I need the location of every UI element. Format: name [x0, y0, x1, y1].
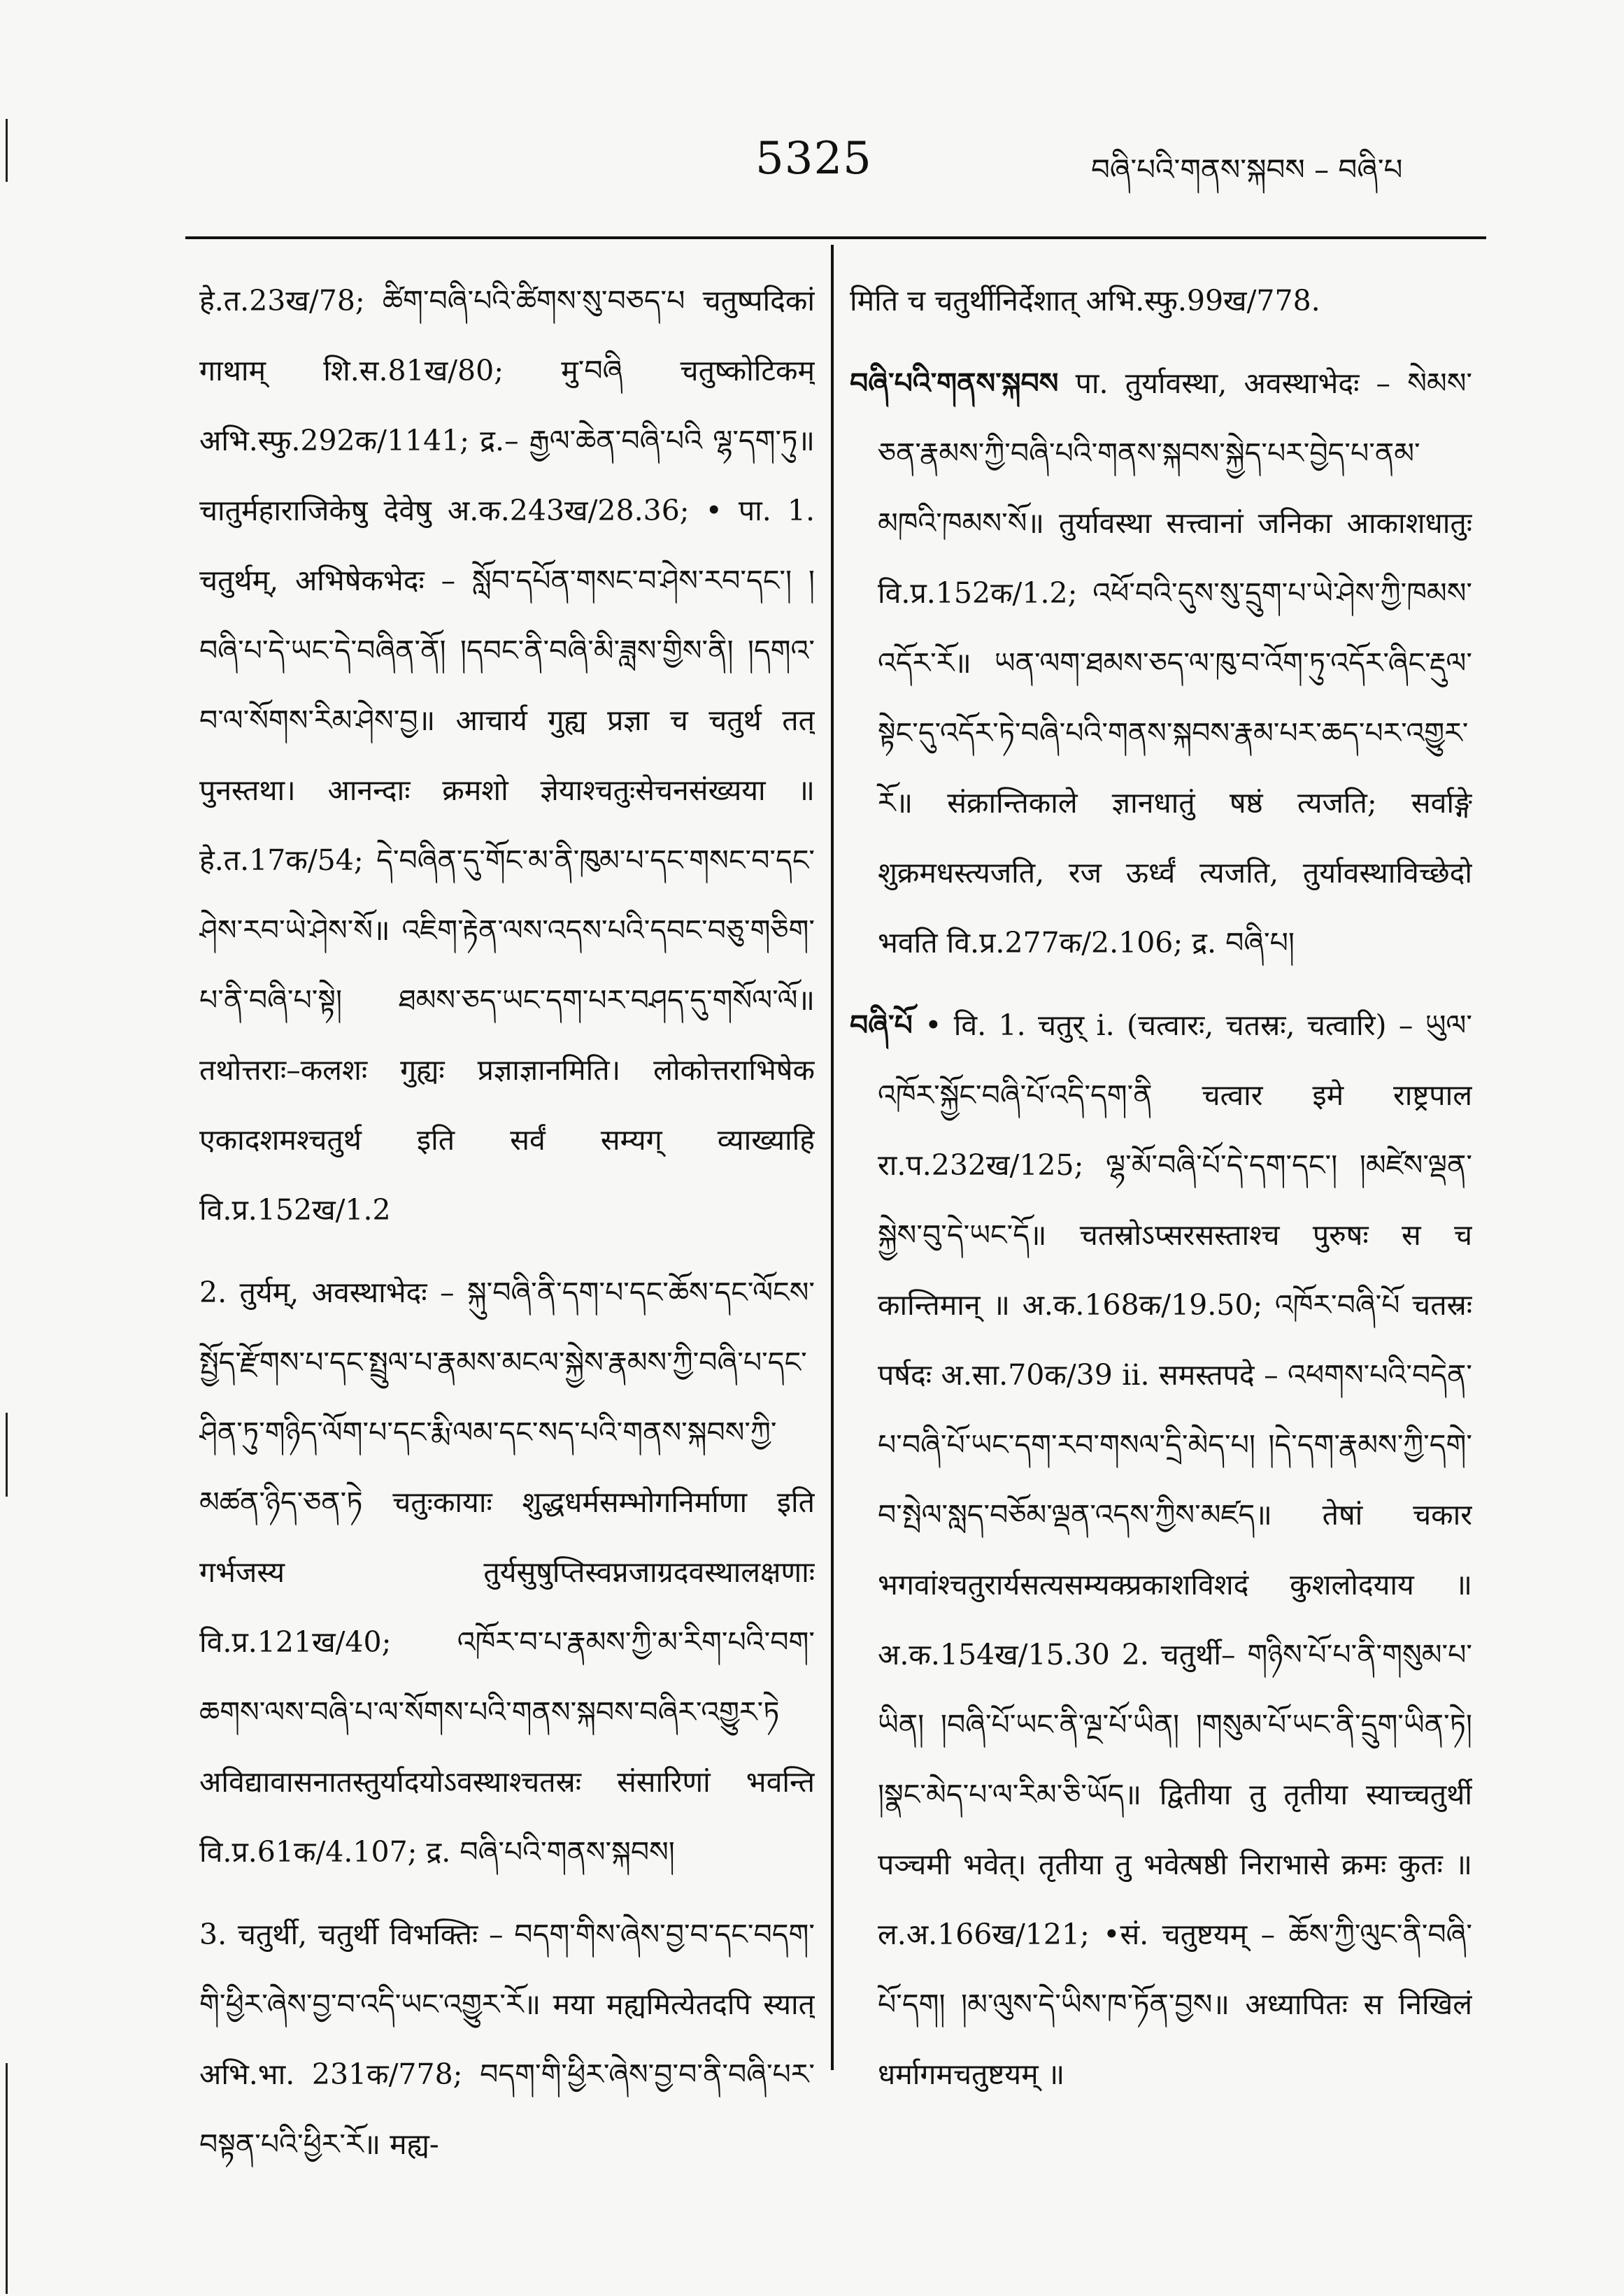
dictionary-entry — [850, 990, 1472, 2109]
entry-paragraph: 2. तुर्यम्, अवस्थाभेदः – སྐུ་བཞི་ནི་དག་པ་དང་ཆོས་དང་ལོངས་སྤྱོད་རྫོགས་པ་དང་སྤྲུལ་པ་རྣམས་མངལ་སྐྱེས་རྣམས་ཀྱི་བཞི་པ་དང་ཤིན་ཏུ་གཉིད་ལོག་པ་དང་རྨི་ལམ་དང་སད་པའི་གནས་སྐབས་ཀྱི་མཚན་ཉིད་ཅན་ཏེ चतुःकायाः शुद्धधर्मसम्भोगनिर्माणा इति गर्भजस्य तुर्यसुषुप्तिस्वप्नजाग्रदवस्थालक्षणाः वि.प्र.121ख/40; འཁོར་བ་པ་རྣམས་ཀྱི་མ་རིག་པའི་བག་ཆགས་ལས་བཞི་པ་ལ་སོགས་པའི་གནས་སྐབས་བཞིར་འགྱུར་ཏེ अविद्यावासनातस्तुर्यादयोऽवस्थाश्चतस्रः संसारिणां भवन्ति वि.प्र.61क/4.107; द्र. བཞི་པའི་གནས་སྐབས། — [199, 1276, 815, 1869]
gutter-mark — [6, 2063, 8, 2294]
gutter-mark — [6, 1413, 8, 1497]
continuation-text: मिति च चतुर्थीनिर्देशात् अभि.स्फु.99ख/778. — [850, 284, 1320, 318]
entry-body: • वि. 1. चतुर् i. (चत्वारः, चतस्रः, चत्वारि) – ཡུལ་འཁོར་སྐྱོང་བཞི་པོ་འདི་དག་ནི चत्वार इमे राष्ट्रपाल रा.प.232ख/125; ལྷ་མོ་བཞི་པོ་དེ་དག་དང་། །མཛེས་ལྡན་སྐྱེས་བུ་དེ་ཡང་དོ॥ चतस्रोऽप्सरसस्ताश्च पुरुषः स च कान्तिमान् ॥ अ.क.168क/19.50; འཁོར་བཞི་པོ चतस्रः पर्षदः अ.सा.70क/39 ii. समस्तपदे – འཕགས་པའི་བདེན་པ་བཞི་པོ་ཡང་དག་རབ་གསལ་དྲི་མེད་པ། །དེ་དག་རྣམས་ཀྱི་དགེ་བ་སྤེལ་སླད་བཅོམ་ལྡན་འདས་ཀྱིས་མཛད॥ तेषां चकार भगवांश्चतुरार्यसत्यसम्यक्प्रकाशविशदं कुशलोदयाय ॥ अ.क.154ख/15.30 2. चतुर्थी– གཉིས་པོ་པ་ནི་གསུམ་པ་ཡིན། །བཞི་པོ་ཡང་ནི་ལྔ་པོ་ཡིན། །གསུམ་པོ་ཡང་ནི་དྲུག་ཡིན་ཏེ། །སྣང་མེད་པ་ལ་རིམ་ཅི་ཡོད॥ द्वितीया तु तृतीया स्याच्चतुर्थी पञ्चमी भवेत्। तृतीया तु भवेत्षष्ठी निराभासे क्रमः कुतः ॥ ल.अ.166ख/121; •सं. चतुष्टयम् – ཆོས་ཀྱི་ལུང་ནི་བཞི་པོ་དག། །མ་ལུས་དེ་ཡིས་ཁ་ཏོན་བྱས॥ अध्यापितः स निखिलं धर्मागमचतुष्टयम् ॥ — [878, 1008, 1472, 2091]
entry-headword: བཞི་པའི་གནས་སྐབས — [850, 366, 1059, 400]
gutter-mark — [6, 119, 8, 182]
header-rule — [185, 236, 1486, 239]
running-head: བཞི་པའི་གནས་སྐབས – བཞི་པ — [1091, 152, 1403, 187]
left-column — [199, 266, 815, 2266]
entry-body: पा. तुर्यावस्था, अवस्थाभेदः – སེམས་ཅན་རྣམས་ཀྱི་བཞི་པའི་གནས་སྐབས་སྐྱེད་པར་བྱེད་པ་ནམ་མཁའི་ཁམས་སོ॥ तुर्यावस्था सत्त्वानां जनिका आकाशधातुः वि.प्र.152क/1.2; འཕོ་བའི་དུས་སུ་དྲུག་པ་ཡེ་ཤེས་ཀྱི་ཁམས་འདོར་རོ॥ ཡན་ལག་ཐམས་ཅད་ལ་ཁུ་བ་འོག་ཏུ་འདོར་ཞིང་རྡུལ་སྟེང་དུ་འདོར་ཏེ་བཞི་པའི་གནས་སྐབས་རྣམ་པར་ཆད་པར་འགྱུར་རོ॥ संक्रान्तिकाले ज्ञानधातुं षष्ठं त्यजति; सर्वाङ्गे शुक्रमधस्त्यजति, रज ऊर्ध्वं त्यजति, तुर्यावस्थाविच्छेदो भवति वि.प्र.277क/2.106; द्र. བཞི་པ། — [878, 366, 1472, 960]
dictionary-entry — [850, 348, 1472, 978]
entry-paragraph: हे.त.23ख/78; ཚིག་བཞི་པའི་ཚིགས་སུ་བཅད་པ चतुष्पदिकां गाथाम् शि.स.81ख/80; मु་བཞི चतुष्कोटिकम् अभि.स्फु.292क/1141; द्र.– རྒྱལ་ཆེན་བཞི་པའི ལྷ་དག་ཏུ॥ चातुर्महाराजिकेषु देवेषु अ.क.243ख/28.36; • पा. 1. चतुर्थम्, अभिषेकभेदः – སློབ་དཔོན་གསང་བ་ཤེས་རབ་དང་། །བཞི་པ་དེ་ཡང་དེ་བཞིན་ནོ། །དབང་ནི་བཞི་མི་ཟླས་གྱིས་ནི། །དགའ་བ་ལ་སོགས་རིམ་ཤེས་བྱ॥ आचार्य गुह्य प्रज्ञा च चतुर्थ तत् पुनस्तथा। आनन्दाः क्रमशो ज्ञेयाश्चतुःसेचनसंख्यया ॥ हे.त.17क/54; དེ་བཞིན་དུ་གོང་མ་ནི་ཁུམ་པ་དང་གསང་བ་དང་ཤེས་རབ་ཡེ་ཤེས་སོ॥ འཇིག་རྟེན་ལས་འདས་པའི་དབང་བཅུ་གཅིག་པ་ནི་བཞི་པ་སྟེ། ཐམས་ཅད་ཡང་དག་པར་བཤད་དུ་གསོལ་ལོ॥ तथोत्तराः–कलशः गुह्यः प्रज्ञाज्ञानमिति। लोकोत्तराभिषेक एकादशमश्चतुर्थ इति सर्वं सम्यग् व्याख्याहि वि.प्र.152ख/1.2 — [199, 284, 815, 1227]
entry-headword: བཞི་པོ — [850, 1008, 913, 1042]
page-number: 5325 — [755, 133, 872, 185]
right-column — [850, 266, 1472, 2266]
column-divider — [831, 245, 834, 2070]
entry-paragraph: 3. चतुर्थी, चतुर्थी विभक्तिः – བདག་གིས་ཞེས་བྱ་བ་དང་བདག་གི་ཕྱིར་ཞེས་བྱ་བ་འདི་ཡང་འགྱུར་རོ॥ मया मह्यमित्येतदपि स्यात् अभि.भा. 231क/778; བདག་གི་ཕྱིར་ཞེས་བྱ་བ་ནི་བཞི་པར་བསྟན་པའི་ཕྱིར་རོ॥ मह्य- — [199, 1918, 815, 2161]
